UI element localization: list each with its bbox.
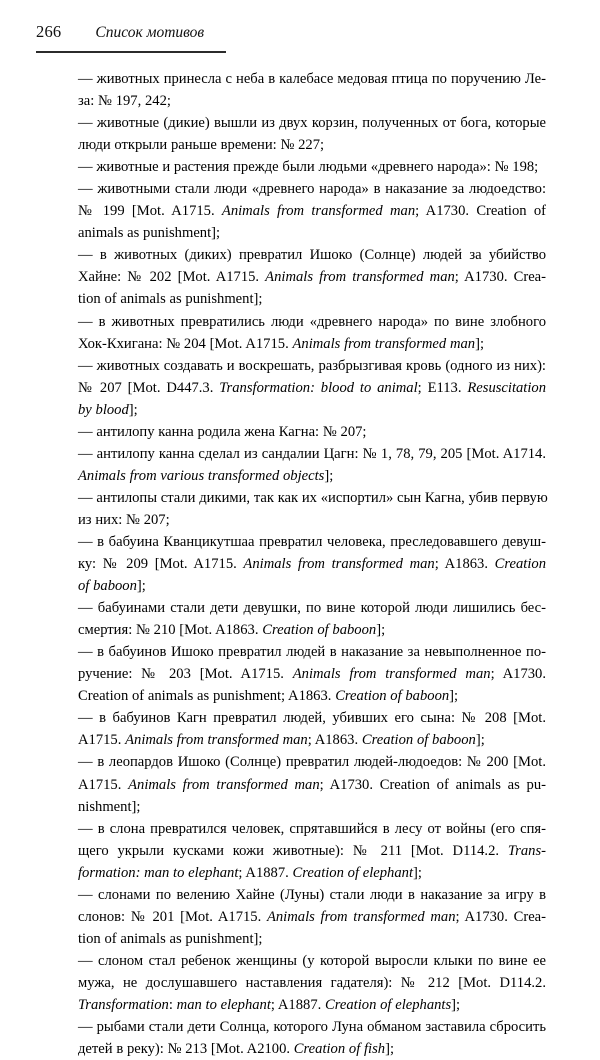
motif-text: — животные (дикие) вышли из двух корзин, полученных от бога, которые — [78, 115, 546, 132]
motif-text: animals as punishment]; — [78, 225, 221, 242]
motif-text: — в животных превратились люди «древнего народа» по вине злобного — [78, 313, 546, 330]
motif-entry-line — [78, 707, 546, 729]
motif-entry-line — [78, 311, 546, 333]
motif-entry-line — [78, 1016, 546, 1038]
motif-entry — [57, 597, 546, 641]
motif-entry-line — [78, 156, 546, 178]
motif-name-latin: of baboon — [78, 578, 137, 595]
motif-text: ; A1863. — [434, 556, 495, 573]
motif-name-latin: Creation of elephant — [292, 864, 413, 881]
motif-text: — в леопардов Ишоко (Солнце) превратил людей-людоедов: № 200 [Mot. — [78, 754, 546, 771]
motif-name-latin: Animals from transformed man — [221, 203, 416, 220]
motif-text: nishment]; — [78, 798, 141, 815]
motif-name-latin: Trans- — [507, 842, 546, 859]
motif-entry-line — [78, 222, 546, 244]
motif-name-latin: Resuscitation — [467, 379, 547, 396]
motif-entry-line — [78, 487, 546, 509]
motif-entry-line — [78, 796, 546, 818]
motif-text: ]; — [475, 732, 485, 749]
motif-entry-line — [78, 421, 546, 443]
motif-entry-line — [78, 972, 546, 994]
motif-name-latin: Creation of fish — [293, 1041, 386, 1058]
motif-name-latin: Creation of elephants — [325, 996, 452, 1013]
header-rule — [36, 51, 226, 53]
motif-name-latin: Animals from transformed man — [292, 666, 491, 683]
motif-entry — [57, 156, 546, 178]
motif-text: смертия: № 210 [Mot. A1863. — [78, 622, 263, 639]
motif-list — [57, 68, 546, 1060]
motif-name-latin: formation: man to elephant — [78, 864, 239, 881]
motif-text: — животных принесла с неба в калебасе медовая птица по поручению Ле- — [78, 71, 546, 87]
motif-entry-line — [78, 200, 546, 222]
motif-text: — антилопу канна сделал из сандалии Цагн: № 1, 78, 79, 205 [Mot. A1714. — [78, 445, 546, 462]
motif-entry-line — [78, 928, 546, 950]
motif-entry — [57, 355, 546, 421]
motif-entry-line — [78, 531, 546, 553]
motif-text: детей в реку): № 213 [Mot. A2100. — [78, 1041, 294, 1058]
motif-name-latin: by blood — [78, 401, 129, 418]
motif-text: — животные и растения прежде были людьми «древнего народа»: № 198; — [78, 159, 539, 176]
motif-text: ; A1730. — [490, 666, 547, 683]
motif-text: ]; — [385, 1041, 395, 1058]
motif-entry-line — [78, 112, 546, 134]
motif-entry — [57, 487, 546, 531]
motif-entry-line — [78, 994, 546, 1016]
motif-entry-line — [78, 266, 546, 288]
motif-text: ; A1730. Crea- — [455, 908, 547, 925]
motif-text: ]; — [324, 467, 334, 484]
motif-name-latin: Creation of baboon — [262, 622, 377, 639]
motif-text: — слоном стал ребенок женщины (у которой выросли клыки по вине ее — [78, 952, 546, 969]
motif-text: из них: № 207; — [78, 511, 170, 528]
motif-entry — [57, 244, 546, 310]
motif-text: — в слона превратился человек, спрятавшийся в лесу от войны (его спя- — [78, 820, 546, 837]
motif-entry-line — [78, 729, 546, 751]
motif-entry — [57, 751, 546, 817]
motif-entry-line — [78, 134, 546, 156]
motif-text: № 207 [Mot. D447.3. — [78, 379, 220, 396]
motif-entry-line — [78, 355, 546, 377]
motif-entry-line — [78, 1038, 546, 1060]
motif-text: ку: № 209 [Mot. A1715. — [78, 556, 244, 573]
motif-entry-line — [78, 950, 546, 972]
running-head — [36, 22, 226, 46]
motif-text: Creation of animals as punishment; A1863. — [78, 688, 336, 705]
motif-name-latin: Animals from various transformed objects — [78, 467, 325, 484]
motif-text: ; A1730. Creation of animals as pu- — [319, 776, 547, 793]
motif-text: ]; — [376, 622, 386, 639]
motif-entry — [57, 707, 546, 751]
motif-entry-line — [78, 840, 546, 862]
motif-entry-line — [78, 90, 546, 112]
motif-text: — животными стали люди «древнего народа» в наказание за людоедство: — [78, 181, 546, 198]
motif-text: ; A1863. — [307, 732, 362, 749]
motif-text: — в бабуинов Ишоко превратил людей в наказание за невыполненное по- — [78, 644, 546, 661]
motif-name-latin: Animals from transformed man — [266, 908, 456, 925]
motif-entry-line — [78, 906, 546, 928]
motif-text: № 199 [Mot. A1715. — [78, 203, 222, 220]
motif-text: Хайне: № 202 [Mot. A1715. — [78, 269, 266, 286]
motif-entry-line — [78, 663, 546, 685]
motif-entry — [57, 178, 546, 244]
motif-entry-line — [78, 465, 546, 487]
motif-entry-line — [78, 68, 546, 90]
motif-entry-line — [78, 333, 546, 355]
motif-text: ; A1887. — [270, 996, 326, 1013]
motif-entry-line — [78, 399, 546, 421]
motif-entry-line — [78, 575, 546, 597]
motif-name-latin: Creation of baboon — [361, 732, 476, 749]
motif-name-latin: Transformation — [78, 996, 169, 1013]
motif-text: — слонами по велению Хайне (Луны) стали люди в наказание за игру в — [78, 886, 546, 903]
motif-entry-line — [78, 774, 546, 796]
motif-name-latin: man to elephant — [176, 996, 271, 1013]
motif-text: ; A1887. — [238, 864, 293, 881]
motif-text: — в животных (диких) превратил Ишоко (Солнце) людей за убийство — [78, 247, 546, 264]
motif-text: ; A1730. Crea- — [454, 269, 547, 286]
motif-entry-line — [78, 641, 546, 663]
motif-entry-line — [78, 818, 546, 840]
motif-text: — в бабуинов Кагн превратил людей, убивших его сына: № 208 [Mot. — [78, 710, 546, 727]
motif-name-latin: Animals from transformed man — [265, 269, 455, 286]
motif-text: ]; — [413, 864, 422, 881]
motif-text: ]; — [136, 578, 146, 595]
running-title: Список мотивов — [95, 24, 205, 41]
motif-text: ; E113. — [417, 379, 468, 396]
motif-entry-line — [78, 244, 546, 266]
motif-text: мужа, не дослушавшего наставления гадателя): № 212 [Mot. D114.2. — [78, 974, 546, 991]
motif-entry-line — [78, 619, 546, 641]
motif-entry — [57, 443, 546, 487]
motif-text: ]; — [451, 996, 461, 1013]
motif-text: — в бабуина Кванцикутшаа превратил человека, преследовавшего девуш- — [78, 533, 546, 550]
motif-name-latin: Animals from transformed man — [128, 776, 320, 793]
motif-entry — [57, 311, 546, 355]
motif-text: — антилопы стали дикими, так как их «испортил» сын Кагна, убив первую — [78, 489, 548, 506]
motif-entry — [57, 950, 546, 1016]
motif-name-latin: Creation of baboon — [335, 688, 450, 705]
motif-entry-line — [78, 884, 546, 906]
motif-entry-line — [78, 178, 546, 200]
motif-text: — рыбами стали дети Солнца, которого Луна обманом заставила сбросить — [78, 1019, 546, 1036]
motif-text: ; A1730. Creation of — [415, 203, 547, 220]
motif-text: за: № 197, 242; — [78, 93, 171, 110]
motif-entry-line — [78, 443, 546, 465]
motif-text: : — [168, 996, 177, 1013]
motif-name-latin: Animals from transformed man — [125, 732, 308, 749]
motif-text: люди открыли раньше времени: № 227; — [78, 137, 325, 154]
motif-entry — [57, 68, 546, 112]
motif-entry-line — [78, 685, 546, 707]
motif-text: ручение: № 203 [Mot. A1715. — [78, 666, 293, 683]
motif-text: ]; — [128, 401, 138, 418]
motif-entry — [57, 531, 546, 597]
motif-text: — антилопу канна родила жена Кагна: № 207; — [78, 423, 367, 440]
motif-text: — животных создавать и воскрешать, разбрызгивая кровь (одного из них): — [78, 357, 546, 374]
motif-entry-line — [78, 377, 546, 399]
motif-name-latin: Transformation: blood to animal — [219, 379, 418, 396]
motif-entry — [57, 884, 546, 950]
motif-entry — [57, 1016, 546, 1060]
motif-text: щего укрыли кусками кожи животные): № 211 [Mot. D114.2. — [78, 842, 508, 859]
page-number: 266 — [36, 22, 62, 41]
motif-text: Хок-Кхигана: № 204 [Mot. A1715. — [78, 335, 293, 352]
motif-name-latin: Creation — [494, 556, 547, 573]
motif-entry-line — [78, 288, 546, 310]
motif-entry-line — [78, 751, 546, 773]
motif-entry — [57, 641, 546, 707]
motif-text: слонов: № 201 [Mot. A1715. — [78, 908, 267, 925]
motif-text: tion of animals as punishment]; — [78, 930, 263, 947]
motif-text: ]; — [449, 688, 459, 705]
motif-entry-line — [78, 509, 546, 531]
motif-text: tion of animals as punishment]; — [78, 291, 263, 308]
motif-entry-line — [78, 553, 546, 575]
motif-entry — [57, 818, 546, 884]
motif-entry-line — [78, 597, 546, 619]
motif-text: — бабуинами стали дети девушки, по вине которой люди лишились бес- — [78, 600, 546, 617]
motif-name-latin: Animals from transformed man — [292, 335, 476, 352]
motif-entry — [57, 112, 546, 156]
motif-entry — [57, 421, 546, 443]
motif-entry-line — [78, 862, 546, 884]
motif-text: A1715. — [78, 776, 129, 793]
motif-text: A1715. — [78, 732, 126, 749]
motif-text: ]; — [475, 335, 484, 352]
motif-name-latin: Animals from transformed man — [243, 556, 435, 573]
